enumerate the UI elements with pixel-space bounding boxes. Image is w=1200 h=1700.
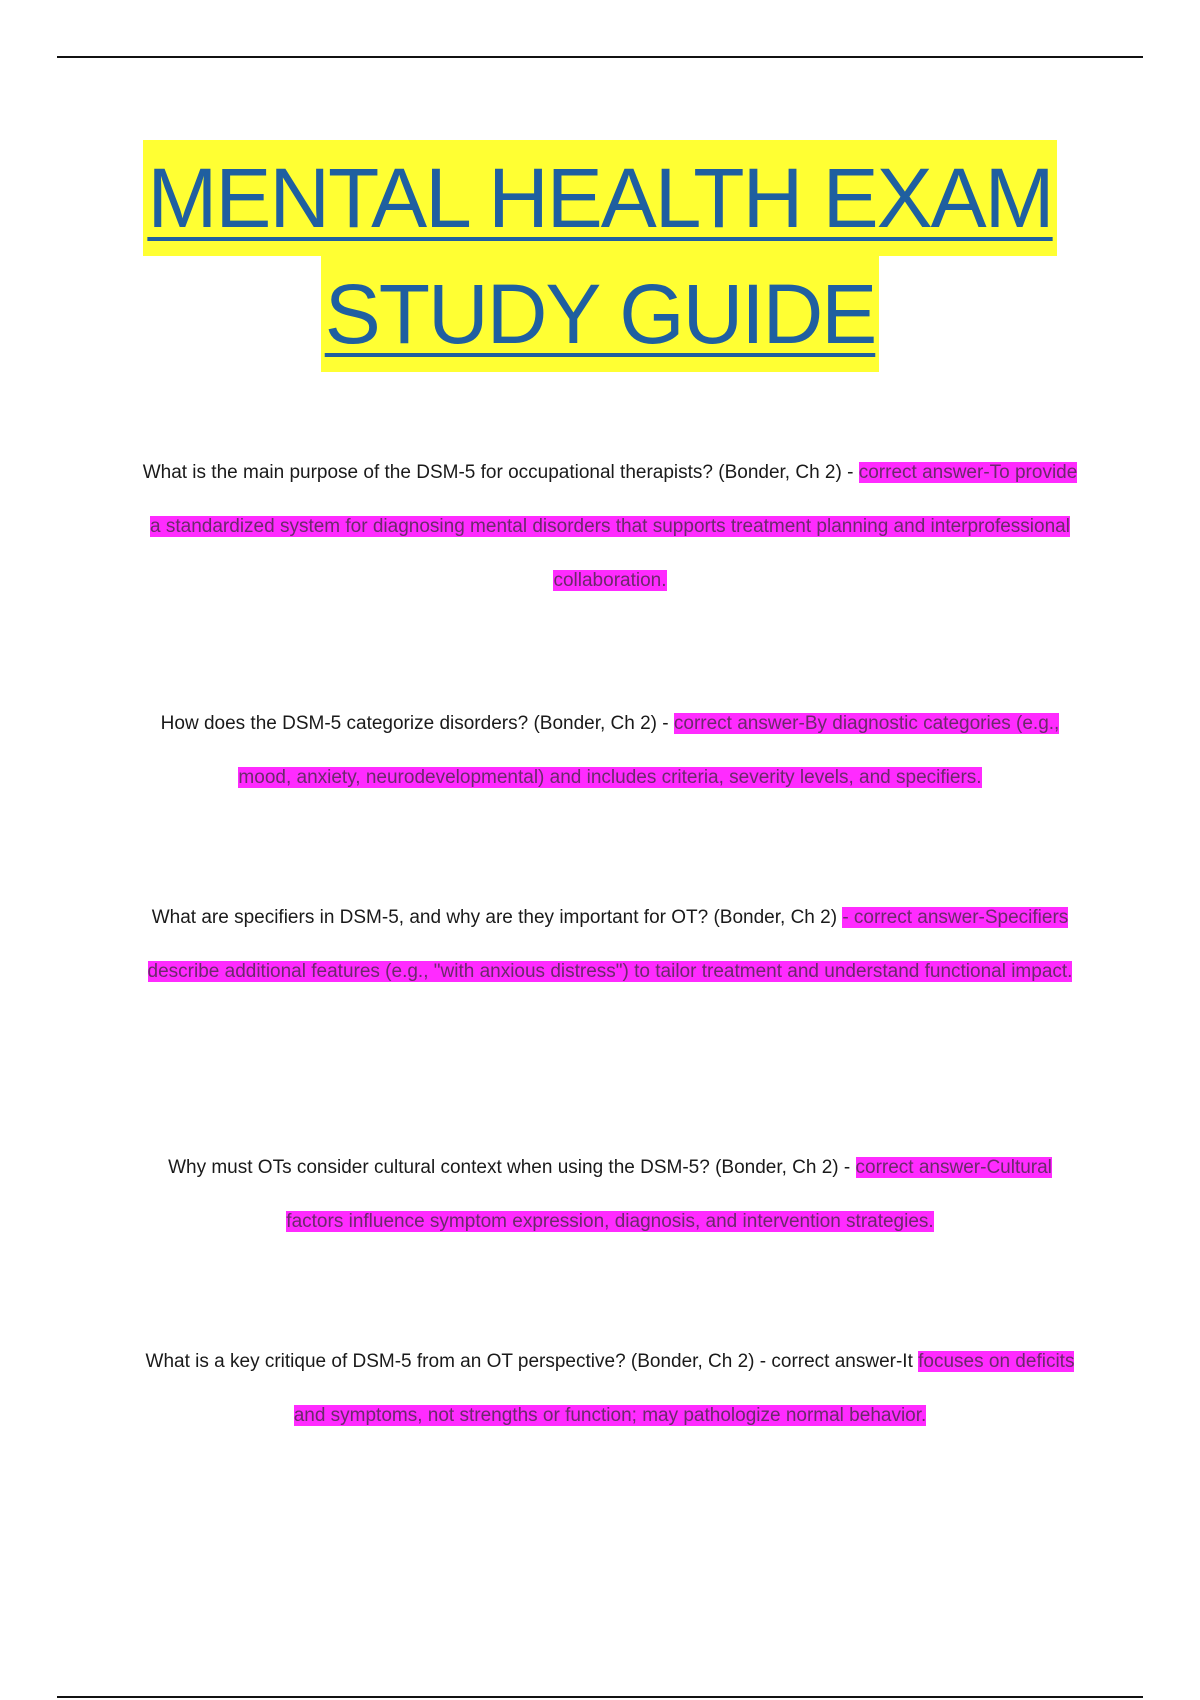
qa-item	[140, 1141, 1080, 1249]
qa-item	[140, 697, 1080, 805]
question-text: What is a key critique of DSM-5 from an OT perspective? (Bonder, Ch 2) -	[145, 1351, 772, 1372]
answer-highlight: - correct answer-Specifiers describe additional features (e.g., "with anxious distress") to tailor treatment and understand functional impact.	[147, 907, 1073, 982]
answer-highlight: focuses on deficits and symptoms, not strengths or function; may pathologize normal behavior.	[293, 1351, 1075, 1426]
bottom-rule	[57, 1696, 1143, 1698]
title-line-1: MENTAL HEALTH EXAM	[143, 140, 1056, 256]
answer-text: correct answer-It	[771, 1351, 919, 1372]
top-rule	[57, 56, 1143, 58]
qa-item	[140, 1335, 1080, 1443]
question-text: How does the DSM-5 categorize disorders? (Bonder, Ch 2) -	[160, 713, 674, 734]
qa-item	[140, 891, 1080, 999]
qa-item	[140, 446, 1080, 608]
question-text: What is the main purpose of the DSM-5 for occupational therapists? (Bonder, Ch 2) -	[142, 462, 859, 483]
answer-highlight: correct answer-By diagnostic categories (e.g., mood, anxiety, neurodevelopmental) and includes criteria, severity levels, and specifiers.	[238, 713, 1060, 788]
page-title	[0, 140, 1200, 372]
answer-highlight: correct answer-Cultural factors influence symptom expression, diagnosis, and intervention strategies.	[286, 1157, 1052, 1232]
question-text: What are specifiers in DSM-5, and why are they important for OT? (Bonder, Ch 2)	[151, 907, 843, 928]
question-text: Why must OTs consider cultural context when using the DSM-5? (Bonder, Ch 2) -	[168, 1157, 856, 1178]
answer-highlight: correct answer-To provide a standardized system for diagnosing mental disorders that supports treatment planning and interprofessional collaboration.	[150, 462, 1078, 591]
title-line-2: STUDY GUIDE	[321, 256, 880, 372]
